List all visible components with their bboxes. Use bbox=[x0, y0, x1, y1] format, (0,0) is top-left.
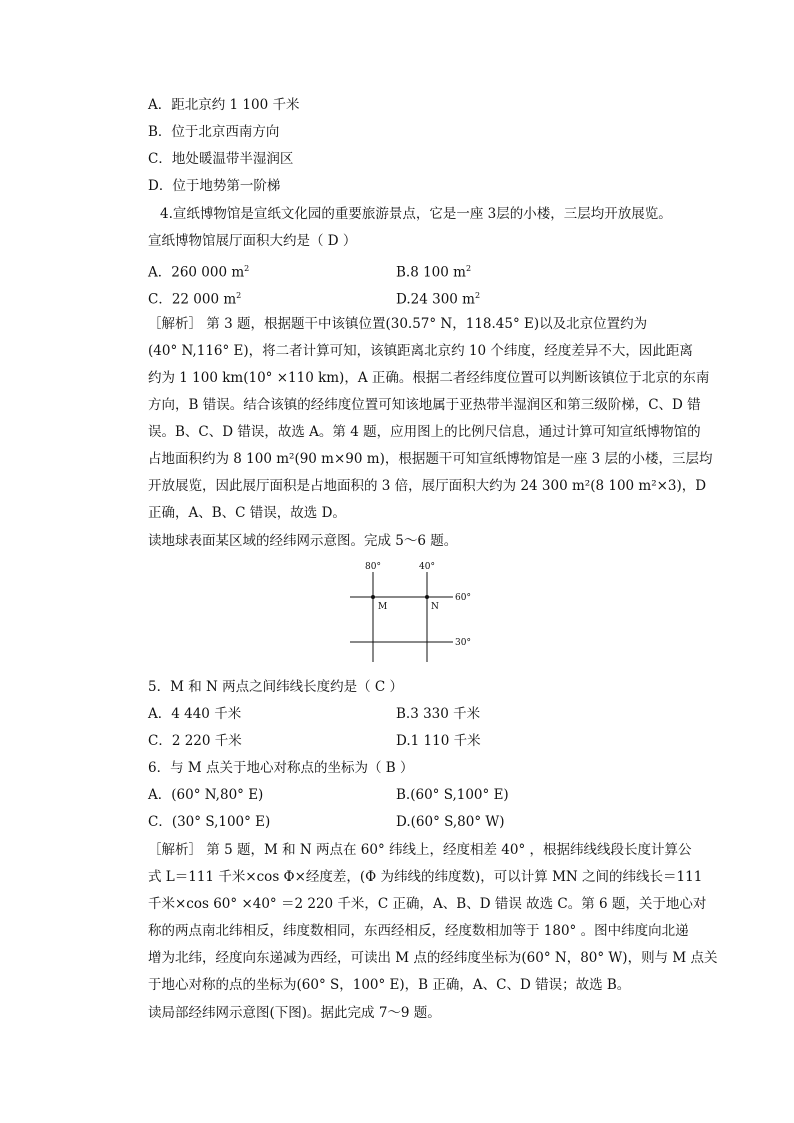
q6-option-c: C．(30° S,100° E) bbox=[148, 814, 271, 830]
q4-stem-line1: 4.宣纸博物馆是宣纸文化园的重要旅游景点，它是一座 3层的小楼，三层均开放展览。 bbox=[160, 206, 672, 222]
label-lon-80: 80° bbox=[365, 562, 381, 572]
label-lon-40: 40° bbox=[419, 562, 435, 572]
q4-option-a: A．260 000 $m^2$ bbox=[148, 264, 250, 281]
q3-option-d: D．位于地势第一阶梯 bbox=[148, 178, 281, 194]
q4-option-d: D.24 300 $m^2$ bbox=[396, 291, 481, 308]
analysis2-line2: 式 L＝111 千米×cos Φ×经度差，(Φ 为纬线的纬度数)，可以计算 MN 之间的纬线长＝111 bbox=[148, 869, 703, 885]
q6-stem: 6．与 M 点关于地心对称点的坐标为（ B ） bbox=[148, 760, 414, 776]
q3-option-c: C．地处暖温带半湿润区 bbox=[148, 151, 294, 167]
analysis1-line6: 占地面积约为 8 100 m²(90 m×90 m)，根据题干可知宣纸博物馆是一座 3 层的小楼，三层均 bbox=[148, 451, 713, 467]
q5-stem: 5．M 和 N 两点之间纬线长度约是（ C ） bbox=[148, 679, 404, 695]
analysis1-line3: 约为 1 100 km(10° ×110 km)，A 正确。根据二者经纬度位置可以判断该镇位于北京的东南 bbox=[148, 370, 710, 386]
q6-option-b: B.(60° S,100° E) bbox=[396, 787, 509, 803]
label-point-n: N bbox=[431, 602, 439, 612]
q5-option-c: C．2 220 千米 bbox=[148, 733, 242, 749]
analysis1-line7: 开放展览，因此展厅面积是占地面积的 3 倍，展厅面积大约为 24 300 m²(8 100 m²×3)，D bbox=[148, 478, 707, 494]
q6-option-a: A．(60° N,80° E) bbox=[148, 787, 264, 803]
latlon-grid-diagram bbox=[345, 560, 485, 665]
q4-option-c: C．22 000 $m^2$ bbox=[148, 291, 242, 308]
q6-option-d: D.(60° S,80° W) bbox=[396, 814, 505, 830]
q5-option-d: D.1 110 千米 bbox=[396, 733, 481, 749]
point-m-marker bbox=[371, 595, 375, 599]
q5-option-a: A．4 440 千米 bbox=[148, 706, 242, 722]
intro-q5-6: 读地球表面某区域的经纬网示意图。完成 5～6 题。 bbox=[148, 533, 458, 549]
analysis1-line5: 误。B、C、D 错误，故选 A。第 4 题，应用图上的比例尺信息，通过计算可知宣纸博物馆的 bbox=[148, 424, 701, 440]
analysis2-line3: 千米×cos 60° ×40° ＝2 220 千米，C 正确，A、B、D 错误 故选 C。第 6 题，关于地心对 bbox=[148, 896, 707, 912]
q3-option-a: A．距北京约 1 100 千米 bbox=[148, 97, 300, 113]
analysis1-line8: 正确，A、B、C 错误，故选 D。 bbox=[148, 505, 346, 521]
label-point-m: M bbox=[378, 602, 388, 612]
analysis2-line6: 于地心对称的点的坐标为(60° S，100° E)，B 正确，A、C、D 错误；故选 B。 bbox=[148, 977, 631, 993]
analysis1-line1: ［解析］ 第 3 题，根据题干中该镇位置(30.57° N，118.45° E)以及北京位置约为 bbox=[148, 316, 648, 332]
q4-option-b: B.8 100 $m^2$ bbox=[396, 264, 472, 281]
analysis2-line5: 增为北纬，经度向东递减为西经，可读出 M 点的经纬度坐标为(60° N，80° W)，则与 M 点关 bbox=[148, 950, 718, 966]
analysis2-line1: ［解析］ 第 5 题，M 和 N 两点在 60° 纬线上，经度相差 40° ，根据纬线线段长度计算公 bbox=[148, 842, 692, 858]
analysis1-line4: 方向，B 错误。结合该镇的经纬度位置可知该地属于亚热带半湿润区和第三级阶梯，C、D 错 bbox=[148, 397, 701, 413]
q3-option-b: B．位于北京西南方向 bbox=[148, 124, 280, 140]
intro-q7-9: 读局部经纬网示意图(下图)。据此完成 7～9 题。 bbox=[148, 1005, 441, 1021]
label-lat-30: 30° bbox=[455, 638, 471, 648]
q5-option-b: B.3 330 千米 bbox=[396, 706, 481, 722]
q4-stem-line2: 宣纸博物馆展厅面积大约是（ D ） bbox=[148, 233, 357, 249]
analysis1-line2: (40° N,116° E)，将二者计算可知，该镇距离北京约 10 个纬度，经度差异不大，因此距离 bbox=[148, 343, 693, 359]
analysis2-line4: 称的两点南北纬相反，纬度数相同，东西经相反，经度数相加等于 180° 。图中纬度向北递 bbox=[148, 923, 689, 939]
label-lat-60: 60° bbox=[455, 593, 471, 603]
point-n-marker bbox=[425, 595, 429, 599]
